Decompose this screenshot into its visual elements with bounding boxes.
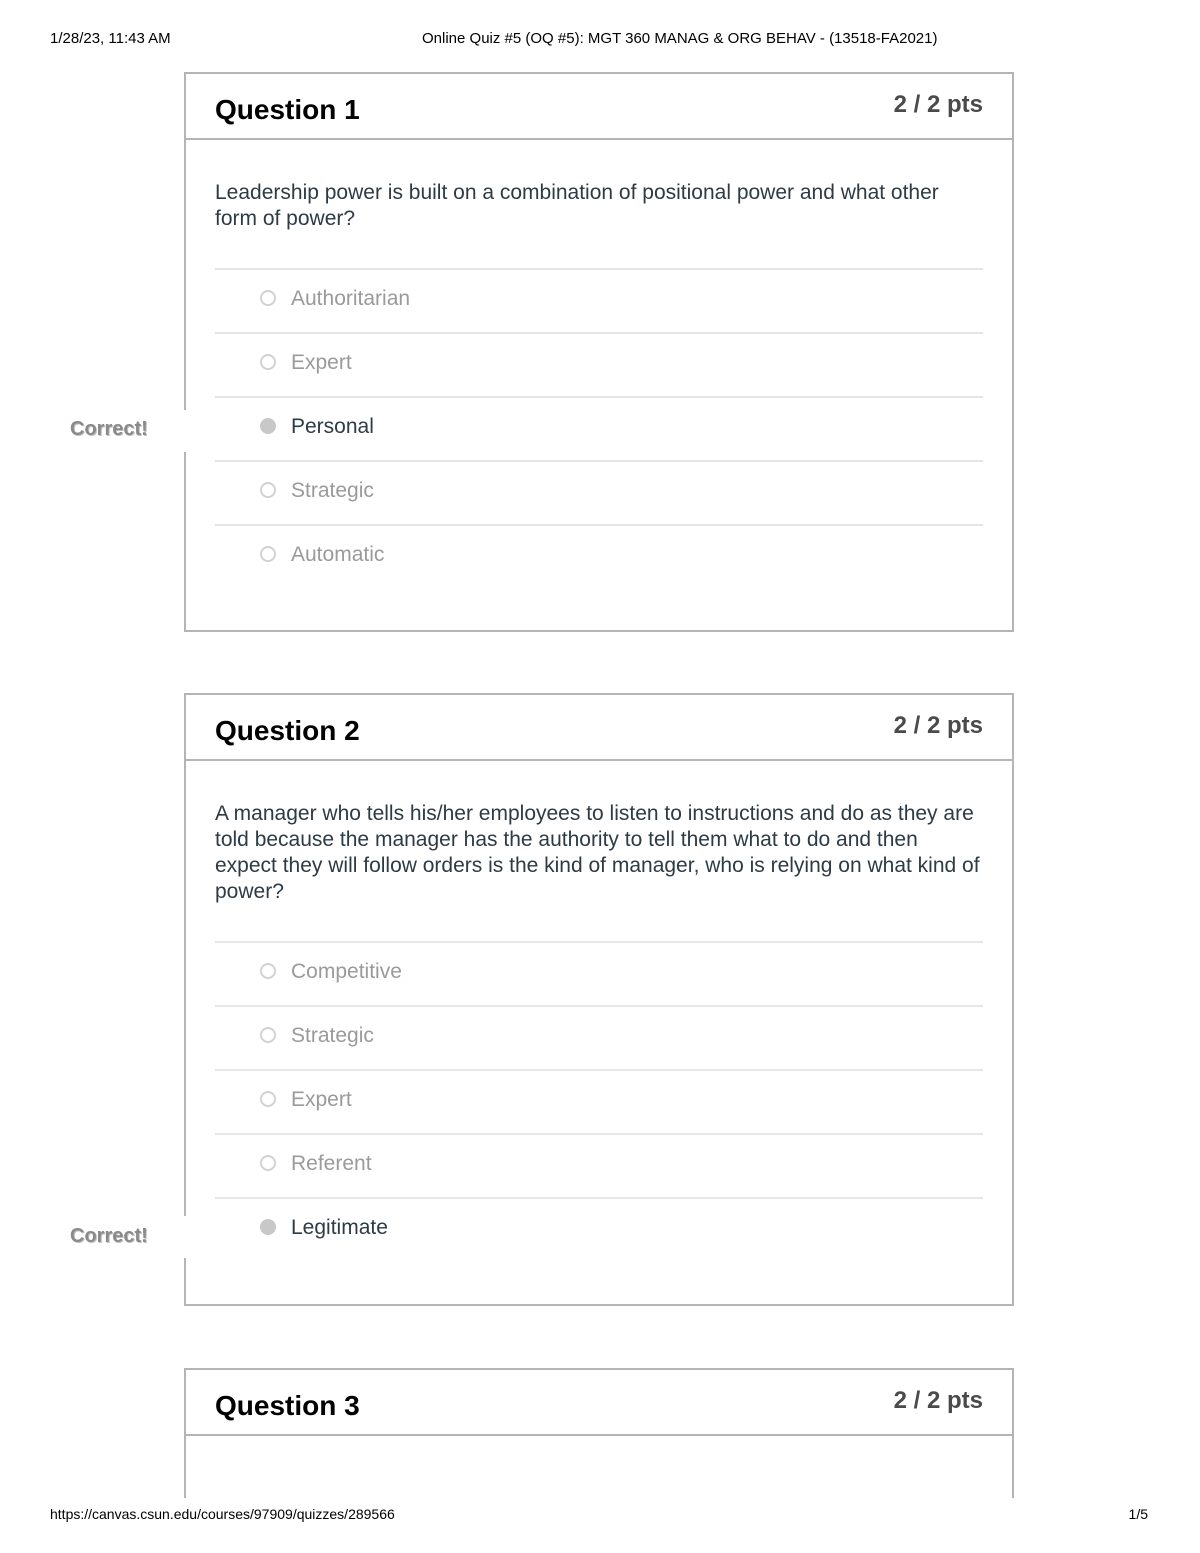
question-points: 2 / 2 pts [893, 91, 983, 118]
question-title: Question 3 [215, 1390, 360, 1421]
radio-button-icon[interactable] [260, 1027, 276, 1043]
print-page-number: 1/5 [1128, 1506, 1148, 1522]
answer-label: Expert [291, 1088, 352, 1111]
answer-option[interactable] [215, 941, 983, 1005]
radio-button-icon[interactable] [260, 1091, 276, 1107]
radio-button-icon[interactable] [260, 963, 276, 979]
question-text: A manager who tells his/her employees to listen to instructions and do as they are told because the manager has the authority to tell them what to do and then expect they will follow orders is the kind of manager, who is relying on what kind of power? [215, 802, 980, 903]
print-datetime: 1/28/23, 11:43 AM [50, 30, 171, 47]
answer-label: Automatic [291, 543, 385, 566]
question-title: Question 1 [215, 94, 360, 125]
radio-button-icon[interactable] [260, 1155, 276, 1171]
answer-label: Authoritarian [291, 287, 411, 310]
question-header [186, 695, 1012, 761]
answer-label: Strategic [291, 1024, 374, 1047]
correct-answer-tag: Correct! [70, 418, 148, 440]
radio-button-icon[interactable] [260, 482, 276, 498]
answer-option[interactable] [215, 1069, 983, 1133]
question-card-2 [184, 693, 1014, 1306]
radio-button-icon[interactable] [260, 354, 276, 370]
question-card-1 [184, 72, 1014, 632]
answer-option[interactable] [215, 268, 983, 332]
question-title: Question 2 [215, 715, 360, 746]
answer-label: Referent [291, 1152, 372, 1175]
answer-option[interactable] [215, 332, 983, 396]
question-body [186, 761, 1012, 1261]
answer-list [215, 268, 983, 588]
answer-list [215, 941, 983, 1261]
answer-marker-gap [182, 410, 188, 452]
answer-option-selected[interactable] [215, 396, 983, 460]
answer-label: Legitimate [291, 1216, 388, 1239]
answer-marker-gap [182, 1216, 188, 1258]
answer-option[interactable] [215, 1133, 983, 1197]
question-points: 2 / 2 pts [893, 1387, 983, 1414]
correct-answer-tag: Correct! [70, 1225, 148, 1247]
answer-label: Strategic [291, 479, 374, 502]
radio-button-selected-icon[interactable] [260, 1219, 276, 1235]
radio-button-icon[interactable] [260, 546, 276, 562]
question-header [186, 74, 1012, 140]
question-header [186, 1370, 1012, 1436]
radio-button-selected-icon[interactable] [260, 418, 276, 434]
answer-label: Expert [291, 351, 352, 374]
question-points: 2 / 2 pts [893, 712, 983, 739]
print-page-title: Online Quiz #5 (OQ #5): MGT 360 MANAG & ORG BEHAV - (13518-FA2021) [422, 30, 938, 47]
question-text: Leadership power is built on a combination of positional power and what other form of power? [215, 181, 939, 230]
answer-label: Personal [291, 415, 374, 438]
radio-button-icon[interactable] [260, 290, 276, 306]
answer-option[interactable] [215, 460, 983, 524]
answer-option[interactable] [215, 1005, 983, 1069]
question-body [186, 140, 1012, 588]
answer-option[interactable] [215, 524, 983, 588]
answer-option-selected[interactable] [215, 1197, 983, 1261]
print-url: https://canvas.csun.edu/courses/97909/quizzes/289566 [50, 1506, 395, 1522]
answer-label: Competitive [291, 960, 402, 983]
